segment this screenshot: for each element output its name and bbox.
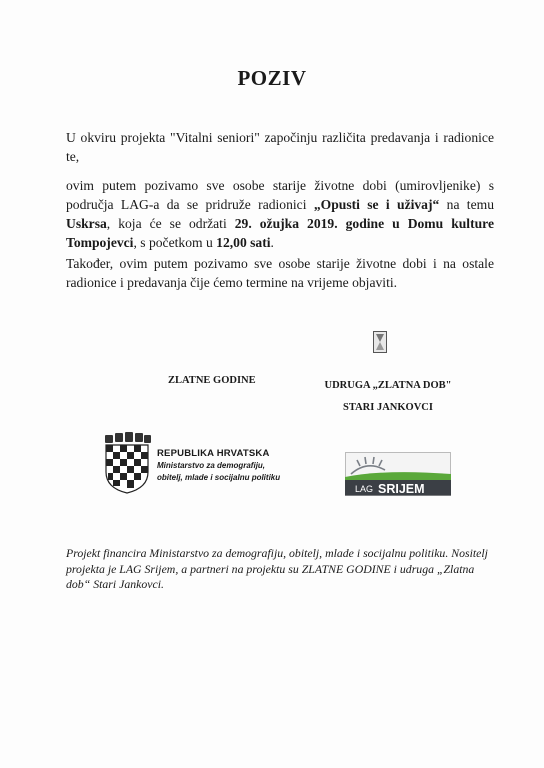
lag-srijem-logo: [345, 452, 451, 496]
intro-paragraph: U okviru projekta "Vitalni seniori" započinju različita predavanja i radionice te,: [66, 130, 494, 164]
ministry-country: REPUBLIKA HRVATSKA: [157, 448, 270, 459]
invite-text-g: , s početkom u: [133, 235, 217, 250]
lag-logo-name: SRIJEM: [378, 482, 425, 496]
ministry-label: [157, 448, 280, 483]
invite-text-a: ovim putem pozivamo sve osobe starije životne dobi (umirovljenike) s područja LAG-a da se pridruže radionici: [66, 178, 494, 212]
hourglass-logo-icon: [373, 331, 387, 353]
workshop-theme: Uskrsa: [66, 216, 107, 231]
invite-text-c: na temu: [439, 197, 494, 212]
croatian-coat-of-arms-icon: [101, 432, 153, 494]
invitation-paragraph: [66, 176, 494, 252]
workshop-time: 12,00 sati: [216, 235, 271, 250]
funding-note: Projekt financira Ministarstvo za demografiju, obitelj, mlade i socijalnu politiku. Nositelj projekta je LAG Srijem, a partneri na projektu su ZLATNE GODINE i udruga „Zlatna dob“ Stari Jankovci.: [66, 546, 488, 591]
additional-paragraph: Također, ovim putem pozivamo sve osobe starije životne dobi i na ostale radionice i predavanja čije ćemo termine na vrijeme objaviti.: [66, 256, 494, 290]
partner-zlatna-dob: [318, 375, 458, 419]
ministry-name-line1: Ministarstvo za demografiju,: [157, 461, 266, 470]
lag-logo-lag: LAG: [355, 484, 374, 494]
ministry-name-line2: obitelj, mlade i socijalnu politiku: [157, 473, 281, 482]
partner-zlatne-godine: ZLATNE GODINE: [168, 375, 256, 386]
document-title: POZIV: [237, 66, 307, 90]
workshop-date-place: 29. ožujka 2019. godine u Domu kulture Tompojevci: [66, 216, 494, 250]
partner-zlatna-dob-place: STARI JANKOVCI: [343, 402, 433, 413]
partner-zlatna-dob-name: UDRUGA „ZLATNA DOB": [324, 380, 452, 391]
workshop-name: „Opusti se i uživaj“: [313, 197, 440, 212]
invite-text-e: , koja će se održati: [106, 216, 235, 231]
invite-text-i: .: [270, 235, 274, 250]
